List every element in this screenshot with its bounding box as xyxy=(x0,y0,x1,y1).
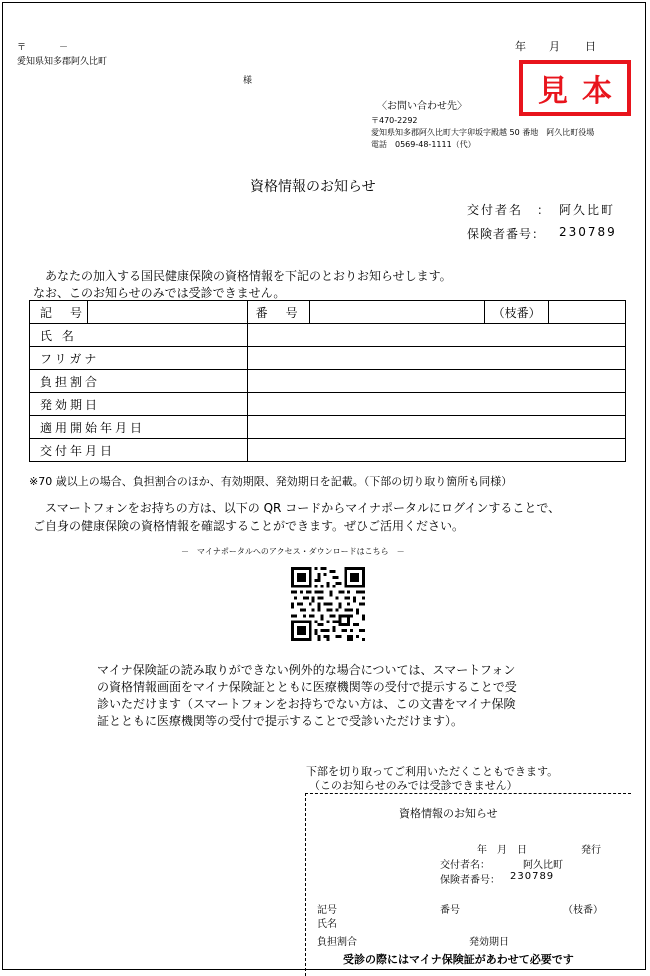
issuer-label: 交付者名 xyxy=(467,203,524,217)
intro-line-2: なお、このお知らせのみでは受診できません。 xyxy=(33,286,286,300)
document-title: 資格情報のお知らせ xyxy=(250,179,376,195)
issuer-separator: ： xyxy=(537,203,550,217)
cut-issuer-label: 交付者名： xyxy=(440,860,490,871)
smartphone-line-2: ご自身の健康保険の資格情報を確認することができます。ぜひご活用ください。 xyxy=(33,519,465,533)
cut-issuer-value: 阿久比町 xyxy=(523,860,563,871)
insurer-number-label: 保険者番号： xyxy=(467,227,546,241)
contact-phone-label: 電話 xyxy=(371,140,387,149)
row-label-name: 氏 名 xyxy=(30,324,248,347)
header-year: 年 xyxy=(515,40,526,53)
exception-line-2: の資格情報画面をマイナ保険証とともに医療機関等の受付で提示することで受 xyxy=(97,680,517,694)
contact-title: 〈お問い合わせ先〉 xyxy=(377,101,467,112)
row-value-burden xyxy=(247,370,625,393)
postal-dash: － xyxy=(59,43,69,53)
exception-line-3: 診いただけます（スマートフォンをお持ちでない方は、この文書をマイナ保険 xyxy=(97,697,516,711)
cut-edaban: （枝番） xyxy=(563,905,603,916)
cut-title: 資格情報のお知らせ xyxy=(399,807,498,820)
table-row xyxy=(30,393,626,416)
row-value-furigana xyxy=(247,347,625,370)
table-row xyxy=(30,439,626,462)
table-row xyxy=(30,347,626,370)
cut-instruction-1: 下部を切り取ってご利用いただくこともできます。 xyxy=(306,765,559,778)
cut-date: 年 月 日 xyxy=(477,845,527,856)
cut-insurer-value: 230789 xyxy=(510,871,555,882)
exception-line-4: 証とともに医療機関等の受付で提示することで受診いただけます）。 xyxy=(97,714,464,728)
row-value-issue-date xyxy=(247,439,625,462)
row-value-start-date xyxy=(247,416,625,439)
row-value-effective-date xyxy=(247,393,625,416)
row-label-issue-date: 交付年月日 xyxy=(30,439,248,462)
issuer-value: 阿久比町 xyxy=(559,203,616,217)
edaban-value xyxy=(549,301,626,324)
smartphone-line-1: スマートフォンをお持ちの方は、以下の QR コードからマイナポータルにログインすることで、 xyxy=(45,501,561,515)
row-value-name xyxy=(247,324,625,347)
table-row xyxy=(30,370,626,393)
cut-insurer-label: 保険者番号： xyxy=(440,875,500,886)
cut-kigou: 記号 xyxy=(317,905,337,916)
insurer-number-value: 230789 xyxy=(559,225,617,239)
contact-postal: 〒470-2292 xyxy=(371,116,418,125)
row-label-burden: 負担割合 xyxy=(30,370,248,393)
bangou-label: 番 号 xyxy=(247,301,309,324)
bangou-value xyxy=(309,301,485,324)
contact-phone: 0569-48-1111（代） xyxy=(395,140,476,149)
recipient-suffix: 様 xyxy=(243,76,253,86)
postal-mark: 〒 xyxy=(17,43,27,53)
kigou-value xyxy=(87,301,247,324)
table-row xyxy=(30,324,626,347)
header-month: 月 xyxy=(549,40,560,53)
row-label-effective-date: 発効期日 xyxy=(30,393,248,416)
cut-burden: 負担割合 xyxy=(317,937,357,948)
cut-notice: 受診の際にはマイナ保険証があわせて必要です xyxy=(343,953,574,966)
row-label-start-date: 適用開始年月日 xyxy=(30,416,248,439)
kigou-label: 記 号 xyxy=(30,301,88,324)
contact-address: 愛知県知多郡阿久比町大字卯坂字殿越 50 番地 阿久比町役場 xyxy=(371,128,595,137)
qr-code-icon[interactable] xyxy=(291,567,365,641)
row-label-furigana: フリガナ xyxy=(30,347,248,370)
cut-bangou: 番号 xyxy=(440,905,460,916)
sample-stamp: 見本 xyxy=(519,60,631,116)
recipient-address: 愛知県知多郡阿久比町 xyxy=(17,57,108,67)
cut-effective: 発効期日 xyxy=(469,937,509,948)
intro-line-1: あなたの加入する国民健康保険の資格情報を下記のとおりお知らせします。 xyxy=(45,269,452,283)
table-row xyxy=(30,301,626,324)
qualification-table xyxy=(29,300,626,462)
header-day: 日 xyxy=(585,40,596,53)
age-note: ※70 歳以上の場合、負担割合のほか、有効期限、発効期日を記載。（下部の切り取り箇所も同様） xyxy=(29,475,513,488)
table-row xyxy=(30,416,626,439)
edaban-label: （枝番） xyxy=(485,301,549,324)
cut-issued: 発行 xyxy=(581,845,601,856)
cut-instruction-2: （このお知らせのみでは受診できません） xyxy=(309,779,518,792)
exception-line-1: マイナ保険証の読み取りができない例外的な場合については、スマートフォン xyxy=(97,663,516,677)
qr-caption: － マイナポータルへのアクセス・ダウンロードはこちら － xyxy=(181,547,405,556)
document-page xyxy=(2,2,646,970)
cut-name: 氏名 xyxy=(317,919,337,930)
